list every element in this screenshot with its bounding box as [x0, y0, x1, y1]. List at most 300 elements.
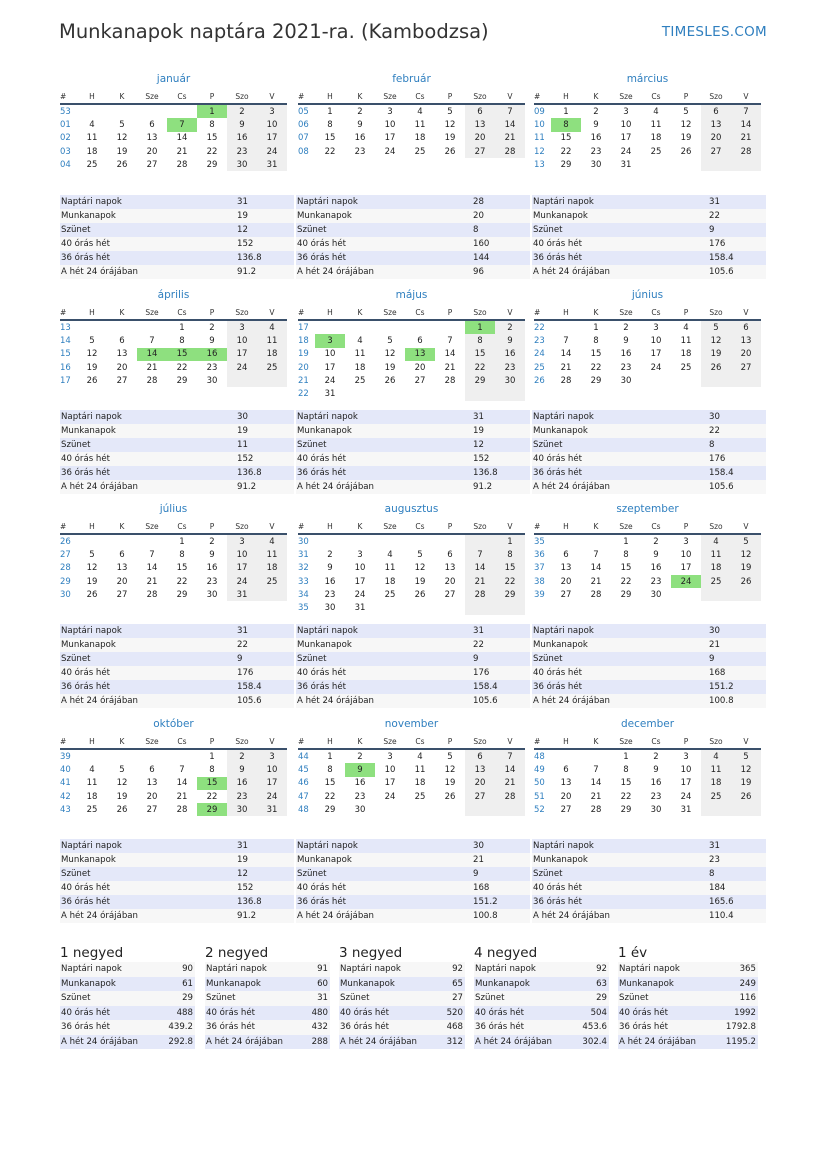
day-cell[interactable]: 12 [444, 119, 456, 130]
holiday-day[interactable]: 8 [551, 118, 581, 131]
day-cell[interactable]: 19 [444, 133, 456, 144]
day-cell[interactable]: 6 [119, 549, 125, 560]
day-cell[interactable]: 29 [324, 804, 336, 815]
day-cell[interactable]: 26 [731, 790, 761, 803]
day-cell[interactable]: 1 [209, 751, 215, 762]
month-name[interactable]: február [392, 73, 431, 85]
day-cell[interactable]: 18 [86, 791, 98, 802]
day-cell[interactable]: 20 [444, 576, 456, 587]
day-cell[interactable]: 21 [560, 362, 572, 373]
day-cell[interactable]: 5 [447, 751, 453, 762]
day-cell[interactable]: 2 [593, 106, 599, 117]
day-cell[interactable]: 23 [650, 791, 662, 802]
day-cell[interactable]: 8 [623, 764, 629, 775]
day-cell[interactable]: 18 [257, 348, 287, 361]
day-cell[interactable]: 9 [653, 549, 659, 560]
day-cell[interactable]: 12 [701, 334, 731, 347]
day-cell[interactable]: 22 [590, 362, 602, 373]
day-cell[interactable]: 5 [89, 335, 95, 346]
day-cell[interactable]: 1 [563, 106, 569, 117]
day-cell[interactable]: 9 [327, 563, 333, 574]
day-cell[interactable]: 9 [593, 119, 599, 130]
day-cell[interactable]: 27 [731, 361, 761, 374]
day-cell[interactable]: 7 [593, 549, 599, 560]
month-name[interactable]: április [157, 289, 190, 301]
day-cell[interactable]: 16 [650, 563, 662, 574]
holiday-day[interactable]: 29 [197, 803, 227, 816]
month-name[interactable]: május [395, 289, 428, 301]
day-cell[interactable]: 2 [209, 322, 215, 333]
day-cell[interactable]: 6 [465, 104, 495, 118]
day-cell[interactable]: 25 [701, 790, 731, 803]
month-name[interactable]: november [384, 718, 439, 730]
day-cell[interactable]: 2 [653, 536, 659, 547]
month-name[interactable]: március [626, 73, 669, 85]
day-cell[interactable]: 20 [465, 132, 495, 145]
day-cell[interactable]: 7 [149, 335, 155, 346]
day-cell[interactable]: 10 [227, 548, 257, 561]
day-cell[interactable]: 8 [495, 548, 525, 561]
day-cell[interactable]: 21 [495, 132, 525, 145]
day-cell[interactable]: 11 [701, 548, 731, 561]
day-cell[interactable]: 7 [563, 335, 569, 346]
day-cell[interactable]: 23 [650, 576, 662, 587]
day-cell[interactable]: 2 [227, 749, 257, 763]
month-name[interactable]: július [159, 503, 188, 515]
day-cell[interactable]: 19 [116, 146, 128, 157]
day-cell[interactable]: 9 [227, 118, 257, 131]
day-cell[interactable]: 15 [620, 778, 632, 789]
day-cell[interactable]: 12 [116, 778, 128, 789]
day-cell[interactable]: 1 [179, 536, 185, 547]
day-cell[interactable]: 21 [444, 362, 456, 373]
day-cell[interactable]: 15 [495, 562, 525, 575]
day-cell[interactable]: 23 [590, 146, 602, 157]
day-cell[interactable]: 20 [414, 362, 426, 373]
day-cell[interactable]: 15 [206, 133, 218, 144]
day-cell[interactable]: 24 [324, 375, 336, 386]
day-cell[interactable]: 15 [560, 133, 572, 144]
day-cell[interactable]: 17 [650, 349, 662, 360]
day-cell[interactable]: 1 [623, 751, 629, 762]
day-cell[interactable]: 6 [119, 335, 125, 346]
day-cell[interactable]: 20 [731, 348, 761, 361]
day-cell[interactable]: 25 [257, 361, 287, 374]
day-cell[interactable]: 11 [414, 119, 426, 130]
day-cell[interactable]: 24 [620, 146, 632, 157]
day-cell[interactable]: 6 [563, 549, 569, 560]
day-cell[interactable]: 22 [206, 146, 218, 157]
day-cell[interactable]: 21 [590, 791, 602, 802]
day-cell[interactable]: 19 [680, 133, 692, 144]
day-cell[interactable]: 21 [590, 576, 602, 587]
day-cell[interactable]: 4 [653, 106, 659, 117]
day-cell[interactable]: 21 [176, 791, 188, 802]
day-cell[interactable]: 18 [354, 362, 366, 373]
day-cell[interactable]: 26 [86, 375, 98, 386]
day-cell[interactable]: 31 [257, 158, 287, 171]
day-cell[interactable]: 16 [227, 132, 257, 145]
day-cell[interactable]: 19 [444, 778, 456, 789]
day-cell[interactable]: 23 [227, 790, 257, 803]
day-cell[interactable]: 28 [146, 375, 158, 386]
day-cell[interactable]: 2 [623, 322, 629, 333]
day-cell[interactable]: 10 [384, 764, 396, 775]
day-cell[interactable]: 30 [650, 589, 662, 600]
day-cell[interactable]: 16 [650, 778, 662, 789]
day-cell[interactable]: 9 [653, 764, 659, 775]
day-cell[interactable]: 14 [495, 118, 525, 131]
day-cell[interactable]: 31 [680, 804, 692, 815]
day-cell[interactable]: 14 [465, 562, 495, 575]
day-cell[interactable]: 5 [731, 534, 761, 548]
day-cell[interactable]: 18 [257, 562, 287, 575]
day-cell[interactable]: 27 [116, 375, 128, 386]
day-cell[interactable]: 21 [731, 132, 761, 145]
day-cell[interactable]: 22 [495, 575, 525, 588]
day-cell[interactable]: 6 [447, 549, 453, 560]
day-cell[interactable]: 26 [731, 575, 761, 588]
day-cell[interactable]: 17 [620, 133, 632, 144]
day-cell[interactable]: 18 [414, 133, 426, 144]
day-cell[interactable]: 1 [623, 536, 629, 547]
day-cell[interactable]: 9 [227, 763, 257, 776]
day-cell[interactable]: 14 [444, 349, 456, 360]
day-cell[interactable]: 28 [495, 790, 525, 803]
day-cell[interactable]: 6 [563, 764, 569, 775]
day-cell[interactable]: 5 [89, 549, 95, 560]
day-cell[interactable]: 15 [324, 778, 336, 789]
day-cell[interactable]: 7 [149, 549, 155, 560]
day-cell[interactable]: 25 [680, 362, 692, 373]
day-cell[interactable]: 30 [650, 804, 662, 815]
day-cell[interactable]: 25 [414, 791, 426, 802]
day-cell[interactable]: 7 [495, 749, 525, 763]
day-cell[interactable]: 10 [354, 563, 366, 574]
day-cell[interactable]: 27 [465, 790, 495, 803]
holiday-day[interactable]: 16 [197, 348, 227, 361]
day-cell[interactable]: 11 [257, 548, 287, 561]
day-cell[interactable]: 10 [257, 118, 287, 131]
month-name[interactable]: augusztus [384, 503, 439, 515]
day-cell[interactable]: 29 [206, 159, 218, 170]
day-cell[interactable]: 25 [257, 575, 287, 588]
day-cell[interactable]: 4 [701, 749, 731, 763]
day-cell[interactable]: 15 [176, 563, 188, 574]
day-cell[interactable]: 22 [176, 576, 188, 587]
day-cell[interactable]: 25 [414, 146, 426, 157]
day-cell[interactable]: 30 [495, 374, 525, 387]
day-cell[interactable]: 6 [417, 335, 423, 346]
day-cell[interactable]: 31 [354, 603, 366, 614]
day-cell[interactable]: 31 [227, 588, 257, 601]
holiday-day[interactable]: 14 [137, 348, 167, 361]
day-cell[interactable]: 25 [354, 375, 366, 386]
day-cell[interactable]: 2 [653, 751, 659, 762]
day-cell[interactable]: 20 [146, 791, 158, 802]
day-cell[interactable]: 9 [623, 335, 629, 346]
day-cell[interactable]: 22 [324, 791, 336, 802]
day-cell[interactable]: 13 [465, 763, 495, 776]
day-cell[interactable]: 4 [387, 549, 393, 560]
day-cell[interactable]: 11 [354, 349, 366, 360]
day-cell[interactable]: 11 [414, 764, 426, 775]
day-cell[interactable]: 26 [680, 146, 692, 157]
day-cell[interactable]: 14 [590, 778, 602, 789]
day-cell[interactable]: 24 [650, 362, 662, 373]
day-cell[interactable]: 30 [206, 589, 218, 600]
day-cell[interactable]: 2 [327, 549, 333, 560]
day-cell[interactable]: 17 [384, 133, 396, 144]
day-cell[interactable]: 10 [384, 119, 396, 130]
day-cell[interactable]: 1 [179, 322, 185, 333]
day-cell[interactable]: 5 [417, 549, 423, 560]
day-cell[interactable]: 10 [257, 763, 287, 776]
day-cell[interactable]: 3 [387, 751, 393, 762]
day-cell[interactable]: 21 [146, 362, 158, 373]
day-cell[interactable]: 17 [227, 348, 257, 361]
day-cell[interactable]: 24 [384, 791, 396, 802]
day-cell[interactable]: 8 [327, 119, 333, 130]
day-cell[interactable]: 24 [384, 146, 396, 157]
day-cell[interactable]: 17 [257, 777, 287, 790]
day-cell[interactable]: 16 [354, 778, 366, 789]
day-cell[interactable]: 6 [149, 764, 155, 775]
day-cell[interactable]: 12 [680, 119, 692, 130]
day-cell[interactable]: 23 [206, 362, 218, 373]
day-cell[interactable]: 25 [701, 575, 731, 588]
day-cell[interactable]: 22 [620, 791, 632, 802]
day-cell[interactable]: 7 [495, 104, 525, 118]
day-cell[interactable]: 28 [495, 145, 525, 158]
day-cell[interactable]: 24 [257, 790, 287, 803]
day-cell[interactable]: 16 [590, 133, 602, 144]
day-cell[interactable]: 24 [227, 361, 257, 374]
day-cell[interactable]: 18 [86, 146, 98, 157]
day-cell[interactable]: 18 [384, 576, 396, 587]
day-cell[interactable]: 18 [680, 349, 692, 360]
day-cell[interactable]: 27 [116, 589, 128, 600]
day-cell[interactable]: 6 [731, 320, 761, 334]
holiday-day[interactable]: 1 [465, 320, 495, 334]
day-cell[interactable]: 16 [620, 349, 632, 360]
day-cell[interactable]: 14 [495, 763, 525, 776]
day-cell[interactable]: 29 [620, 589, 632, 600]
holiday-day[interactable]: 7 [167, 118, 197, 131]
day-cell[interactable]: 11 [680, 335, 692, 346]
day-cell[interactable]: 6 [701, 104, 731, 118]
day-cell[interactable]: 3 [257, 104, 287, 118]
day-cell[interactable]: 31 [324, 389, 336, 400]
day-cell[interactable]: 2 [357, 751, 363, 762]
day-cell[interactable]: 8 [327, 764, 333, 775]
day-cell[interactable]: 18 [414, 778, 426, 789]
day-cell[interactable]: 23 [206, 576, 218, 587]
day-cell[interactable]: 8 [179, 335, 185, 346]
day-cell[interactable]: 2 [209, 536, 215, 547]
day-cell[interactable]: 4 [357, 335, 363, 346]
day-cell[interactable]: 17 [680, 563, 692, 574]
day-cell[interactable]: 3 [387, 106, 393, 117]
day-cell[interactable]: 4 [417, 106, 423, 117]
day-cell[interactable]: 24 [257, 145, 287, 158]
day-cell[interactable]: 8 [623, 549, 629, 560]
day-cell[interactable]: 26 [444, 791, 456, 802]
day-cell[interactable]: 17 [680, 778, 692, 789]
day-cell[interactable]: 4 [89, 119, 95, 130]
day-cell[interactable]: 3 [683, 751, 689, 762]
day-cell[interactable]: 11 [257, 334, 287, 347]
day-cell[interactable]: 3 [623, 106, 629, 117]
day-cell[interactable]: 13 [116, 563, 128, 574]
day-cell[interactable]: 5 [701, 320, 731, 334]
day-cell[interactable]: 22 [324, 146, 336, 157]
day-cell[interactable]: 12 [86, 563, 98, 574]
day-cell[interactable]: 24 [680, 791, 692, 802]
day-cell[interactable]: 27 [701, 145, 731, 158]
day-cell[interactable]: 12 [444, 764, 456, 775]
day-cell[interactable]: 30 [227, 803, 257, 816]
day-cell[interactable]: 25 [86, 159, 98, 170]
day-cell[interactable]: 22 [206, 791, 218, 802]
day-cell[interactable]: 19 [731, 562, 761, 575]
day-cell[interactable]: 5 [447, 106, 453, 117]
day-cell[interactable]: 11 [384, 563, 396, 574]
day-cell[interactable]: 19 [731, 777, 761, 790]
day-cell[interactable]: 13 [560, 778, 572, 789]
day-cell[interactable]: 14 [146, 563, 158, 574]
day-cell[interactable]: 9 [209, 549, 215, 560]
day-cell[interactable]: 27 [560, 804, 572, 815]
holiday-day[interactable]: 13 [405, 348, 435, 361]
day-cell[interactable]: 30 [620, 375, 632, 386]
day-cell[interactable]: 23 [227, 145, 257, 158]
day-cell[interactable]: 22 [560, 146, 572, 157]
day-cell[interactable]: 26 [116, 804, 128, 815]
day-cell[interactable]: 13 [701, 118, 731, 131]
day-cell[interactable]: 28 [146, 589, 158, 600]
day-cell[interactable]: 20 [116, 362, 128, 373]
day-cell[interactable]: 20 [701, 132, 731, 145]
day-cell[interactable]: 9 [495, 334, 525, 347]
month-name[interactable]: október [153, 718, 194, 730]
day-cell[interactable]: 16 [206, 563, 218, 574]
day-cell[interactable]: 1 [495, 534, 525, 548]
day-cell[interactable]: 19 [116, 791, 128, 802]
day-cell[interactable]: 1 [327, 106, 333, 117]
day-cell[interactable]: 13 [444, 563, 456, 574]
day-cell[interactable]: 14 [176, 778, 188, 789]
day-cell[interactable]: 10 [620, 119, 632, 130]
day-cell[interactable]: 7 [465, 548, 495, 561]
day-cell[interactable]: 9 [357, 119, 363, 130]
day-cell[interactable]: 17 [227, 562, 257, 575]
day-cell[interactable]: 29 [176, 375, 188, 386]
day-cell[interactable]: 29 [620, 804, 632, 815]
day-cell[interactable]: 24 [227, 575, 257, 588]
day-cell[interactable]: 13 [465, 118, 495, 131]
holiday-day[interactable]: 15 [167, 348, 197, 361]
day-cell[interactable]: 10 [680, 549, 692, 560]
day-cell[interactable]: 26 [86, 589, 98, 600]
day-cell[interactable]: 12 [731, 763, 761, 776]
day-cell[interactable]: 6 [149, 119, 155, 130]
day-cell[interactable]: 4 [701, 534, 731, 548]
day-cell[interactable]: 5 [683, 106, 689, 117]
day-cell[interactable]: 16 [354, 133, 366, 144]
day-cell[interactable]: 12 [86, 349, 98, 360]
day-cell[interactable]: 29 [495, 588, 525, 601]
holiday-day[interactable]: 24 [671, 575, 701, 588]
day-cell[interactable]: 4 [683, 322, 689, 333]
day-cell[interactable]: 27 [414, 375, 426, 386]
day-cell[interactable]: 23 [354, 146, 366, 157]
day-cell[interactable]: 15 [590, 349, 602, 360]
day-cell[interactable]: 6 [465, 749, 495, 763]
day-cell[interactable]: 3 [683, 536, 689, 547]
day-cell[interactable]: 30 [206, 375, 218, 386]
day-cell[interactable]: 13 [146, 778, 158, 789]
site-logo-link[interactable]: TIMESLES.COM [661, 24, 767, 40]
day-cell[interactable]: 28 [176, 804, 188, 815]
day-cell[interactable]: 10 [227, 334, 257, 347]
day-cell[interactable]: 4 [257, 534, 287, 548]
holiday-day[interactable]: 15 [197, 777, 227, 790]
day-cell[interactable]: 25 [86, 804, 98, 815]
day-cell[interactable]: 14 [176, 133, 188, 144]
day-cell[interactable]: 18 [650, 133, 662, 144]
day-cell[interactable]: 3 [227, 320, 257, 334]
day-cell[interactable]: 10 [680, 764, 692, 775]
day-cell[interactable]: 21 [146, 576, 158, 587]
day-cell[interactable]: 19 [86, 362, 98, 373]
day-cell[interactable]: 21 [465, 575, 495, 588]
day-cell[interactable]: 13 [116, 349, 128, 360]
day-cell[interactable]: 27 [146, 804, 158, 815]
day-cell[interactable]: 7 [179, 764, 185, 775]
day-cell[interactable]: 29 [560, 159, 572, 170]
day-cell[interactable]: 17 [354, 576, 366, 587]
day-cell[interactable]: 4 [89, 764, 95, 775]
day-cell[interactable]: 28 [444, 375, 456, 386]
day-cell[interactable]: 8 [209, 764, 215, 775]
day-cell[interactable]: 2 [495, 320, 525, 334]
month-name[interactable]: december [620, 718, 675, 730]
day-cell[interactable]: 15 [620, 563, 632, 574]
day-cell[interactable]: 14 [731, 118, 761, 131]
day-cell[interactable]: 27 [465, 145, 495, 158]
day-cell[interactable]: 10 [650, 335, 662, 346]
day-cell[interactable]: 22 [465, 361, 495, 374]
day-cell[interactable]: 12 [731, 548, 761, 561]
day-cell[interactable]: 8 [179, 549, 185, 560]
day-cell[interactable]: 26 [384, 375, 396, 386]
day-cell[interactable]: 19 [701, 348, 731, 361]
day-cell[interactable]: 17 [257, 132, 287, 145]
day-cell[interactable]: 27 [444, 589, 456, 600]
day-cell[interactable]: 5 [387, 335, 393, 346]
day-cell[interactable]: 4 [257, 320, 287, 334]
day-cell[interactable]: 31 [620, 159, 632, 170]
day-cell[interactable]: 20 [560, 576, 572, 587]
day-cell[interactable]: 7 [593, 764, 599, 775]
day-cell[interactable]: 28 [590, 804, 602, 815]
day-cell[interactable]: 8 [593, 335, 599, 346]
day-cell[interactable]: 17 [324, 362, 336, 373]
day-cell[interactable]: 5 [119, 119, 125, 130]
day-cell[interactable]: 28 [465, 588, 495, 601]
day-cell[interactable]: 3 [357, 549, 363, 560]
